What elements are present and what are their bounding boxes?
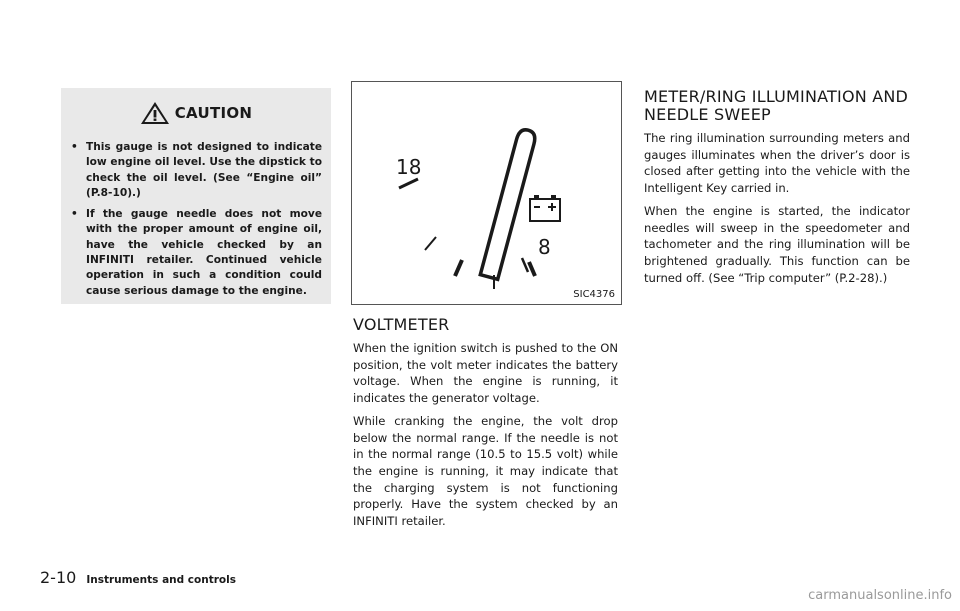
- meter-illumination-section: [644, 88, 910, 292]
- page-number: 2-10: [40, 568, 77, 587]
- section-name: Instruments and controls: [86, 574, 236, 586]
- voltmeter-gauge-illustration: [352, 82, 621, 304]
- voltmeter-heading: VOLTMETER: [353, 315, 450, 334]
- meter-illumination-heading: METER/RING ILLUMINATION AND NEEDLE SWEEP: [644, 87, 909, 124]
- caution-item: • If the gauge needle does not move with the proper amount of engine oil, have the vehicle checked by an INFINITI retailer. Continued vehicle operation in such a condition could cause serious damage to the engine.: [71, 208, 322, 297]
- caution-item: • This gauge is not designed to indicate low engine oil level. Use the dipstick to check the oil level. (See “Engine oil” (P.8-10).): [71, 141, 322, 199]
- voltmeter-figure: [351, 81, 622, 305]
- page-footer: [40, 568, 236, 587]
- caution-title: CAUTION: [174, 104, 253, 122]
- caution-list: [70, 140, 322, 299]
- voltmeter-section: [353, 316, 618, 536]
- caution-box: [61, 88, 331, 304]
- watermark: carmanualsonline.info: [808, 588, 952, 603]
- meter-illumination-paragraph: When the engine is started, the indicator needles will sweep in the speedometer and tachometer and the ring illumination will be brightened gradually. This function can be turned off. (See “Trip computer” (P.2-28).): [644, 203, 910, 285]
- figure-code: SIC4376: [573, 289, 615, 300]
- caution-header: [70, 100, 322, 126]
- battery-icon: [530, 195, 560, 221]
- gauge-label-high: 18: [396, 155, 422, 179]
- voltmeter-paragraph: While cranking the engine, the volt drop below the normal range. If the needle is not in the normal range (10.5 to 15.5 volt) while the engine is running, it may indicate that the charging system is not functioning properly. Have the system checked by an INFINITI retailer.: [353, 413, 618, 529]
- gauge-label-low: 8: [538, 235, 551, 259]
- meter-illumination-paragraph: The ring illumination surrounding meters and gauges illuminates when the driver’s door is closed after getting into the vehicle with the Intelligent Key carried in.: [644, 131, 910, 196]
- warning-triangle-icon: [140, 101, 170, 125]
- voltmeter-paragraph: When the ignition switch is pushed to the ON position, the volt meter indicates the battery voltage. When the engine is running, it indicates the generator voltage.: [353, 341, 618, 406]
